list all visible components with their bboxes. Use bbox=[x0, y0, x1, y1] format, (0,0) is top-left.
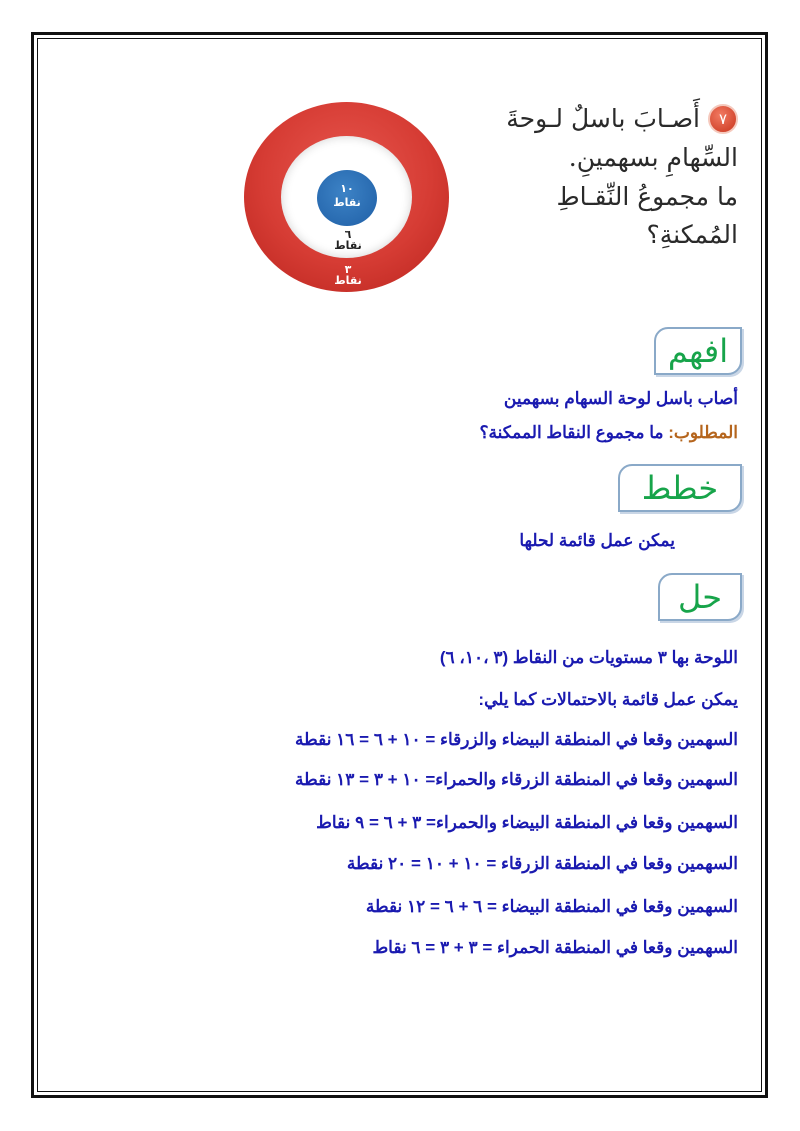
tab-solve: حل bbox=[658, 573, 742, 621]
target-blue-center bbox=[317, 170, 377, 226]
solution-line: يمكن عمل قائمة بالاحتمالات كما يلي: bbox=[478, 690, 738, 709]
required-text: ما مجموع النقاط الممكنة؟ bbox=[479, 423, 669, 442]
required-label: المطلوب: bbox=[668, 423, 738, 442]
problem-line: المُمكنةِ؟ bbox=[646, 220, 738, 250]
plan-text: يمكن عمل قائمة لحلها bbox=[519, 531, 675, 550]
problem-line: ما مجموعُ النِّقـاطِ bbox=[556, 181, 738, 211]
dartboard-target bbox=[244, 102, 449, 292]
given-text: أصاب باسل لوحة السهام بسهمين bbox=[503, 389, 738, 408]
solution-line: السهمين وقعا في المنطقة البيضاء = ٦ + ٦ = ١٢ نقطة bbox=[365, 897, 738, 916]
solution-line: السهمين وقعا في المنطقة الحمراء = ٣ + ٣ = ٦ نقاط bbox=[372, 938, 738, 957]
solution-line: السهمين وقعا في المنطقة الزرقاء = ١٠ + ١٠ = ٢٠ نقطة bbox=[346, 854, 738, 873]
solution-line: السهمين وقعا في المنطقة البيضاء والحمراء= ٣ + ٦ = ٩ نقاط bbox=[316, 813, 738, 832]
problem-statement bbox=[478, 100, 738, 255]
inner-points-unit: نقاط bbox=[333, 196, 361, 209]
middle-points-label: ٦ نقاط bbox=[334, 228, 362, 252]
inner-points-value: ١٠ bbox=[340, 182, 354, 195]
outer-points-label: ٣ نقاط bbox=[334, 263, 362, 287]
solution-line: السهمين وقعا في المنطقة الزرقاء والحمراء= ١٠ + ٣ = ١٣ نقطة bbox=[295, 770, 738, 789]
tab-understand: افهم bbox=[654, 327, 742, 375]
question-number-badge: ٧ bbox=[708, 104, 738, 134]
solution-line: السهمين وقعا في المنطقة البيضاء والزرقاء = ١٠ + ٦ = ١٦ نقطة bbox=[295, 730, 738, 749]
required-line bbox=[479, 423, 738, 443]
problem-line: السِّهامِ بسهمينِ. bbox=[568, 142, 738, 172]
problem-line: ٧أَصـابَ باسلٌ لـوحةَ bbox=[478, 100, 738, 139]
solution-line: اللوحة بها ٣ مستويات من النقاط (٣ ،١٠، ٦) bbox=[439, 648, 738, 667]
tab-plan: خطط bbox=[618, 464, 742, 512]
